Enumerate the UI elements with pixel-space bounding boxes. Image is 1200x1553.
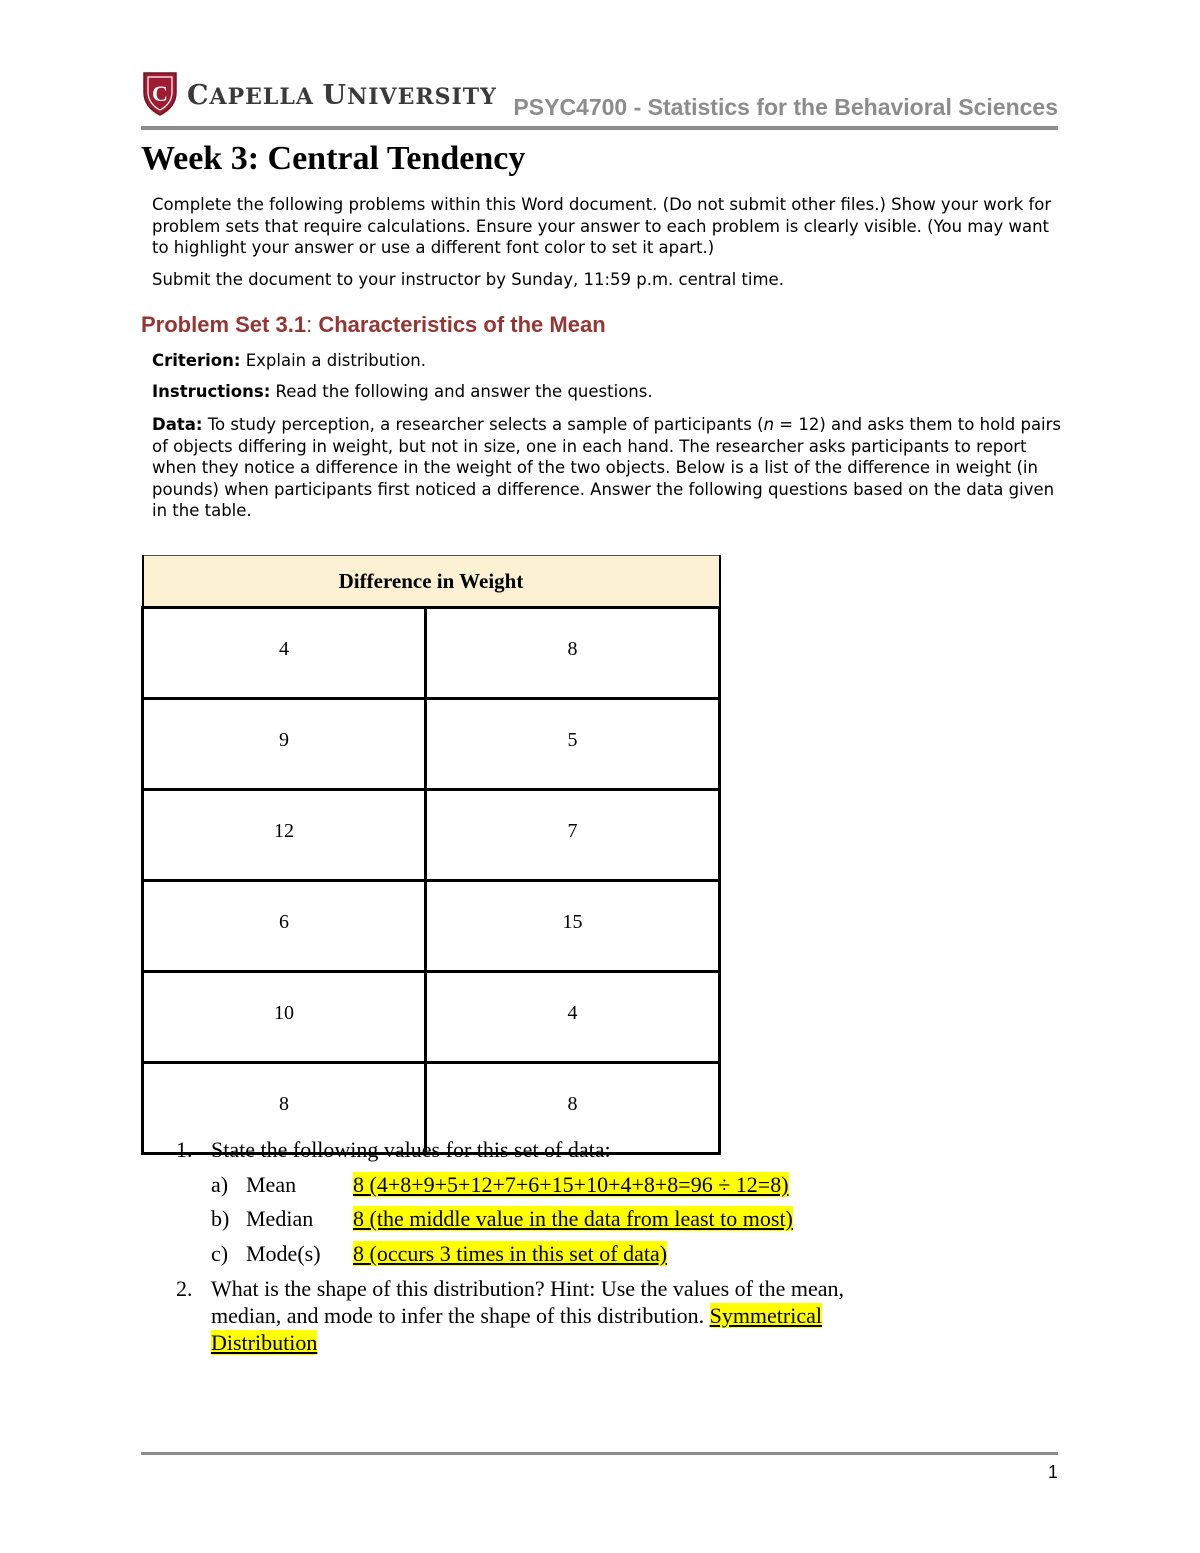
page-title: Week 3: Central Tendency	[141, 140, 526, 177]
answer-b-label: b)	[211, 1206, 230, 1231]
question-1-text: State the following values for this set of data:	[211, 1137, 611, 1162]
instructions-line: Instructions: Read the following and answer the questions.	[152, 382, 653, 401]
answer-b-value: 8 (the middle value in the data from least to most)	[353, 1206, 793, 1231]
intro-paragraph: Complete the following problems within this Word document. (Do not submit other files.) Show your work for problem sets that require calculations. Ensure your answer to each problem is clearly visible. (You may want to highlight your answer or use a different font color to set it apart.)	[152, 195, 1052, 257]
table-row	[143, 972, 720, 1063]
table-row	[143, 699, 720, 790]
svg-text:C: C	[152, 81, 168, 106]
answer-b-name: Median	[246, 1206, 314, 1231]
capella-logo	[141, 68, 497, 120]
page-number: 1	[1047, 1462, 1058, 1482]
page-header	[141, 68, 1058, 132]
crest-icon	[141, 70, 179, 116]
criterion-line: Criterion: Explain a distribution.	[152, 351, 426, 370]
table-cell: 9	[143, 699, 426, 790]
question-2-number: 2.	[176, 1276, 193, 1301]
footer-rule	[141, 1452, 1058, 1455]
table-cell: 12	[143, 790, 426, 881]
table-row	[143, 608, 720, 699]
header-rule	[141, 126, 1058, 130]
answer-a-label: a)	[211, 1172, 229, 1197]
logo-wordmark: CAPELLA UNIVERSITY	[187, 80, 497, 111]
submit-paragraph: Submit the document to your instructor by Sunday, 11:59 p.m. central time.	[152, 270, 784, 289]
table-cell: 8	[426, 608, 720, 699]
answer-c-name: Mode(s)	[246, 1241, 321, 1266]
table-cell: 7	[426, 790, 720, 881]
table-cell: 8	[426, 1063, 720, 1154]
data-paragraph: Data: To study perception, a researcher selects a sample of participants (n = 12) and asks them to hold pairs of objects differing in weight, but not in size, one in each hand. The researcher asks participants to report when they notice a difference in the weight of the two objects. Below is a list of the difference in weight (in pounds) when participants first noticed a difference. Answer the following questions based on the data given in the table.	[152, 415, 1062, 520]
table-cell: 10	[143, 972, 426, 1063]
answer-a-value: 8 (4+8+9+5+12+7+6+15+10+4+8+8=96 ÷ 12=8)	[353, 1172, 789, 1197]
question-2-line-1: What is the shape of this distribution? Hint: Use the values of the mean,	[211, 1276, 844, 1301]
answer-a-name: Mean	[246, 1172, 297, 1197]
answer-c-value: 8 (occurs 3 times in this set of data)	[353, 1241, 668, 1266]
data-table	[141, 555, 721, 1155]
table-cell: 4	[426, 972, 720, 1063]
question-1-number: 1.	[176, 1137, 193, 1162]
question-2-answer: Distribution	[211, 1330, 318, 1355]
table-cell: 4	[143, 608, 426, 699]
table-cell: 6	[143, 881, 426, 972]
answer-c-label: c)	[211, 1241, 229, 1266]
table-row	[143, 881, 720, 972]
table-cell: 8	[143, 1063, 426, 1154]
course-title: PSYC4700 - Statistics for the Behavioral Sciences	[513, 94, 1058, 120]
table-row	[143, 790, 720, 881]
question-2-line-2: median, and mode to infer the shape of this distribution. Symmetrical	[211, 1303, 822, 1328]
table-cell: 15	[426, 881, 720, 972]
table-header: Difference in Weight	[143, 556, 720, 608]
problem-set-title: Problem Set 3.1: Characteristics of the Mean	[141, 312, 606, 337]
table-cell: 5	[426, 699, 720, 790]
